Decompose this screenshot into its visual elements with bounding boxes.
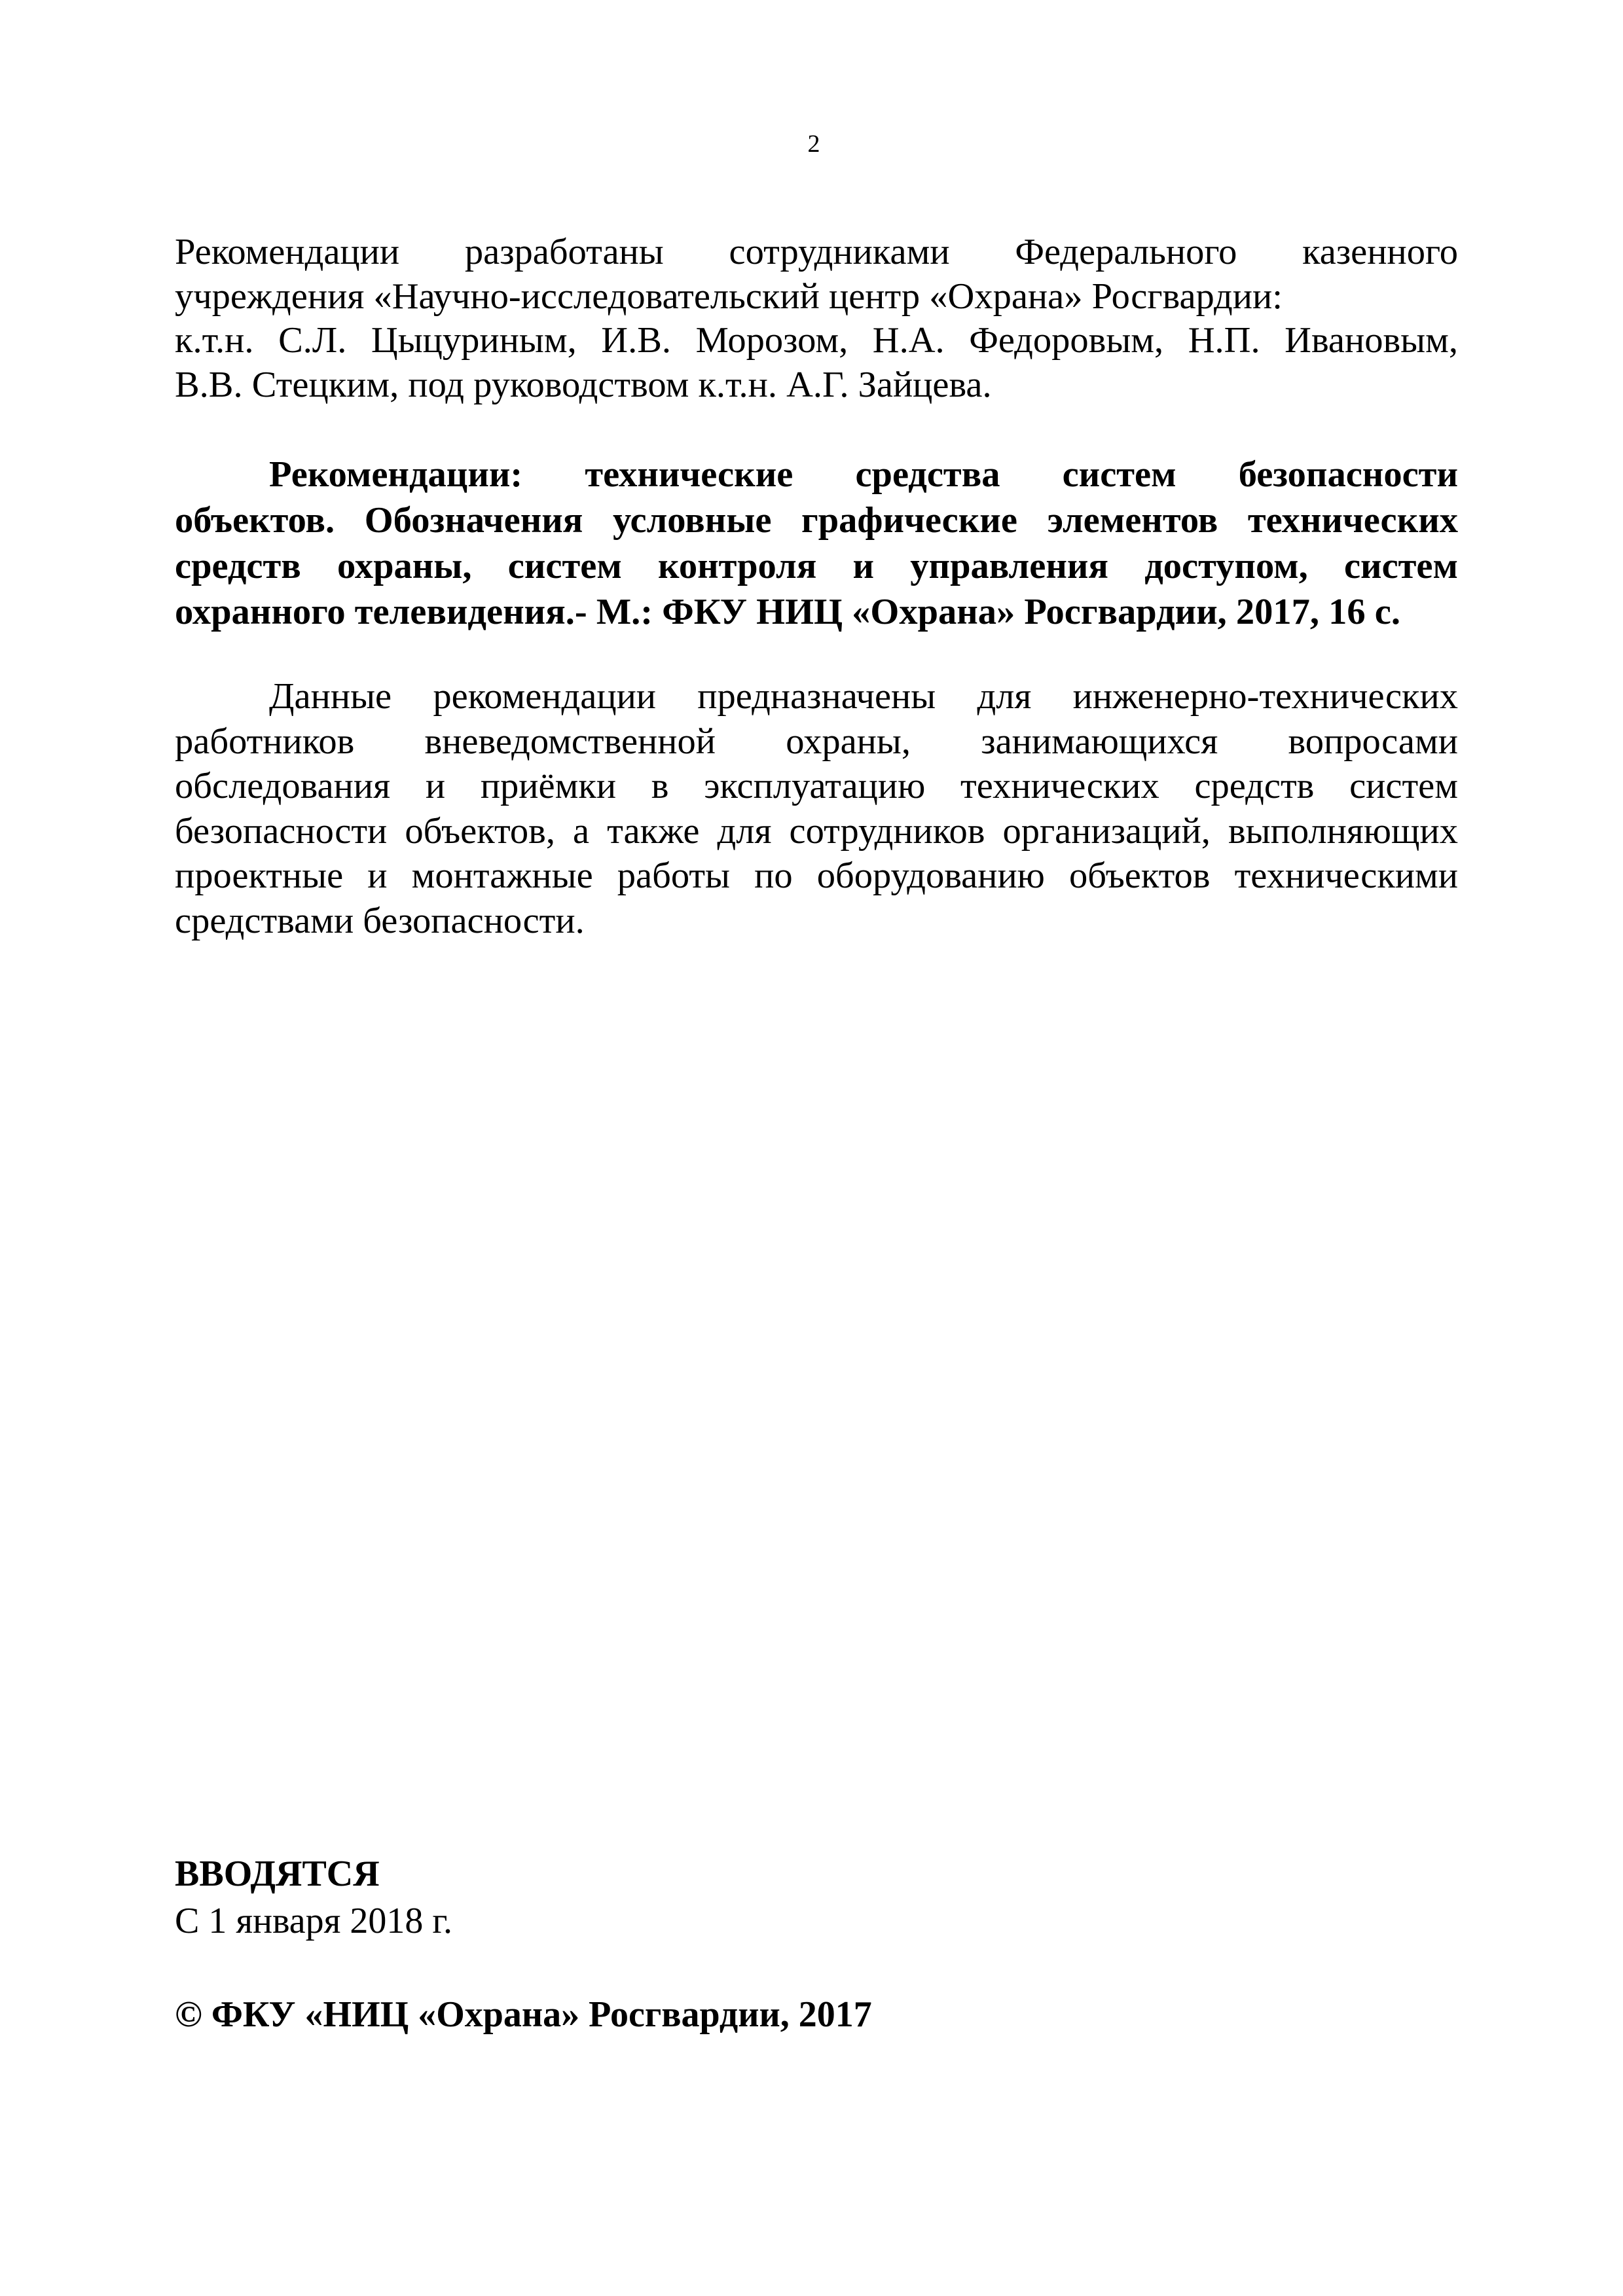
bibliographic-description — [175, 452, 1458, 635]
authors-line: В.В. Стецким, под руководством к.т.н. А.Г. Зайцева. — [175, 364, 992, 405]
summary-line: работников вневедомственной охраны, занимающихся вопросами — [175, 721, 1458, 762]
summary-line: проектные и монтажные работы по оборудованию объектов техническими — [175, 855, 1458, 896]
introduction-label: ВВОДЯТСЯ — [175, 1854, 380, 1894]
bibliography-line: Рекомендации: технические средства систем безопасности — [269, 454, 1458, 495]
authors-paragraph — [175, 230, 1458, 407]
summary-line: средствами безопасности. — [175, 900, 585, 941]
copyright-notice: © ФКУ «НИЦ «Охрана» Росгвардии, 2017 — [175, 1994, 872, 2035]
bibliography-line: охранного телевидения.- М.: ФКУ НИЦ «Охрана» Росгвардии, 2017, 16 с. — [175, 592, 1400, 632]
summary-paragraph — [175, 674, 1458, 943]
authors-line: к.т.н. С.Л. Цыцуриным, И.В. Морозом, Н.А. Федоровым, Н.П. Ивановым, — [175, 320, 1458, 361]
summary-line: Данные рекомендации предназначены для инженерно-технических — [269, 676, 1458, 717]
authors-line: Рекомендации разработаны сотрудниками Федерального казенного — [175, 232, 1458, 272]
authors-line: учреждения «Научно-исследовательский центр «Охрана» Росгвардии: — [175, 276, 1283, 317]
bibliography-line: средств охраны, систем контроля и управления доступом, систем — [175, 546, 1458, 586]
page-number: 2 — [807, 130, 820, 158]
summary-line: безопасности объектов, а также для сотрудников организаций, выполняющих — [175, 810, 1458, 852]
introduction-date: С 1 января 2018 г. — [175, 1901, 453, 1941]
summary-line: обследования и приёмки в эксплуатацию технических средств систем — [175, 766, 1458, 806]
bibliography-line: объектов. Обозначения условные графические элементов технических — [175, 500, 1458, 541]
